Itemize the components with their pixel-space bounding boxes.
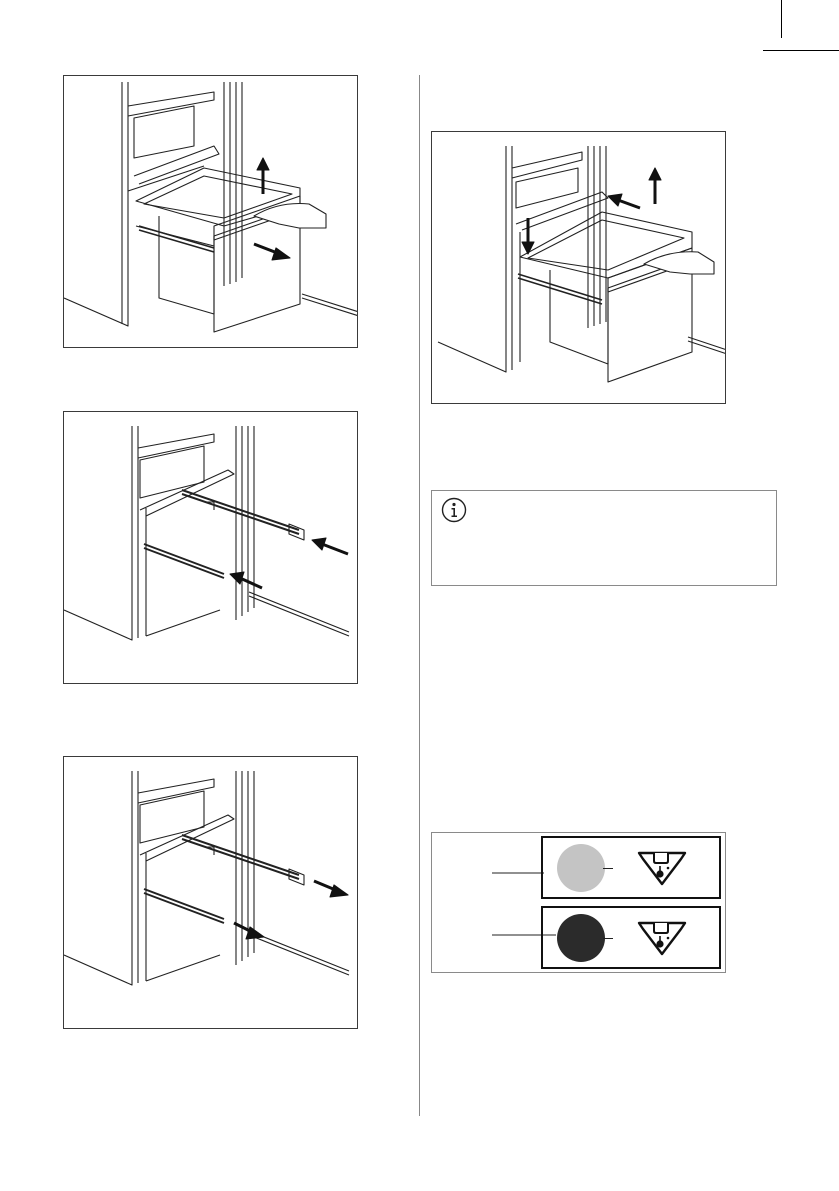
down-arrow-icon (522, 218, 534, 254)
push-arrow-icon (312, 538, 348, 554)
column-divider (419, 75, 420, 1116)
pull-arrow-icon (314, 881, 348, 897)
crop-mark-horizontal (763, 50, 839, 51)
indicator-tick (603, 868, 613, 869)
figure-filter-indicator (431, 832, 726, 973)
pull-arrow-icon (254, 244, 290, 260)
indicator-light-off (557, 844, 605, 892)
indicator-tick (603, 938, 613, 939)
indicator-panel-on (541, 906, 721, 969)
hand (644, 252, 714, 274)
crop-mark-vertical (781, 0, 782, 38)
cabinet-left-wall (64, 771, 132, 985)
info-icon (441, 497, 467, 523)
indicator-light-on (557, 914, 605, 962)
cabinet-left-wall (64, 426, 132, 640)
figure-drawer-install (431, 131, 726, 404)
slide-rail-lower (144, 544, 224, 578)
slide-rail (139, 226, 214, 252)
cabinet-left-wall (438, 146, 506, 372)
slide-rail-lower (144, 889, 224, 923)
figure-drawer-removal (63, 75, 358, 348)
up-arrow-icon (649, 168, 661, 204)
cabinet-left-wall (64, 82, 128, 326)
water-filter-icon (635, 849, 689, 887)
info-box (431, 490, 777, 586)
cabinet-right-wall (224, 82, 242, 286)
water-filter-icon (635, 919, 689, 957)
slide-rail-upper (182, 490, 299, 534)
pull-arrow-icon (234, 923, 264, 939)
slide-rail-upper (182, 835, 299, 879)
figure-rails-push-in (63, 411, 358, 684)
hand (254, 204, 326, 229)
push-arrow-icon (608, 194, 640, 208)
figure-rails-pull-out (63, 756, 358, 1029)
push-arrow-icon (230, 572, 262, 588)
indicator-panel-off (541, 836, 721, 899)
slide-rail (518, 274, 602, 304)
